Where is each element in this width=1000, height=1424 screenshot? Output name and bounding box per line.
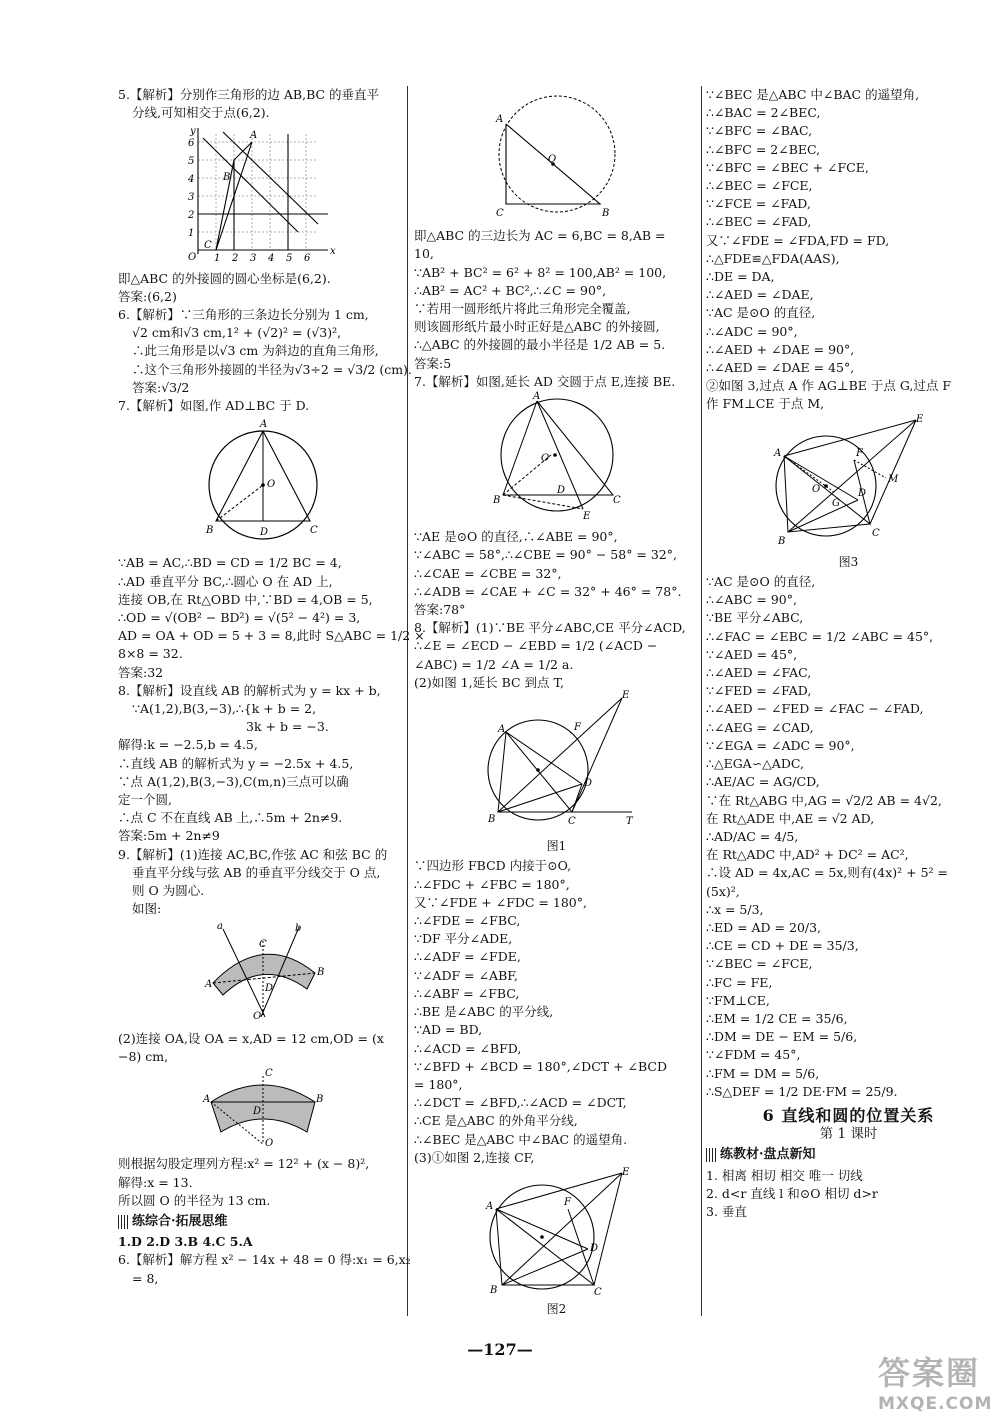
svg-text:C: C [310, 525, 318, 537]
text-line: ∴DM = DE − EM = 5/6, [706, 1029, 858, 1045]
svg-text:E: E [621, 690, 629, 702]
svg-text:6: 6 [188, 138, 195, 150]
svg-text:G: G [831, 497, 840, 509]
text-line: ∴AB² = AC² + BC²,∴∠C = 90°, [414, 282, 607, 298]
svg-text:B: B [777, 535, 785, 547]
watermark-text: 答案圈 [878, 1354, 981, 1392]
svg-text:E: E [582, 511, 590, 523]
text-line: ∴∠AED − ∠FED = ∠FAC − ∠FAD, [706, 701, 924, 717]
svg-text:B: B [317, 966, 325, 978]
text-line: ∴这个三角形外接圆的半径为√3÷2 = √3/2 (cm). [132, 361, 412, 377]
right-triangle-circle-figure [492, 88, 622, 225]
svg-text:B: B [223, 172, 231, 184]
text-line: ∴∠CAE = ∠CBE = 32°, [414, 565, 562, 581]
text-line: 则 O 为圆心. [132, 883, 205, 899]
text-line: ∴∠BFC = 2∠BEC, [706, 141, 821, 157]
text-line: ∴∠AEG = ∠CAD, [706, 719, 814, 735]
text-line: ∴x = 5/3, [706, 901, 764, 917]
text-line: 作 FM⊥CE 于点 M, [706, 396, 825, 412]
text-line: ∴∠FDC + ∠FBC = 180°, [414, 876, 570, 892]
svg-text:A: A [495, 114, 503, 125]
text-line: 6.【解析】∵三角形的三条边长分别为 1 cm, [118, 307, 369, 323]
text-line: ∵∠AED = 45°, [706, 646, 798, 662]
svg-text:B: B [316, 1094, 324, 1106]
svg-text:C: C [265, 1068, 273, 1080]
text-line: ∵∠ADF = ∠ABF, [414, 967, 518, 983]
text-line: 解得:x = 13. [118, 1174, 193, 1190]
svg-text:5: 5 [286, 253, 293, 265]
text-line: ∴∠ADB = ∠CAE + ∠C = 32° + 46° = 78°. [414, 583, 682, 599]
svg-text:O: O [811, 483, 820, 495]
text-line: ∴∠AED + ∠DAE = 90°, [706, 341, 855, 357]
text-line: ∵∠BFC = ∠BEC + ∠FCE, [706, 159, 869, 175]
text-line: ∴∠ADF = ∠FDE, [414, 949, 521, 965]
svg-text:3: 3 [188, 192, 195, 204]
text-line: 又∵∠FDE = ∠FDA,FD = FD, [706, 232, 890, 248]
text-line: ∴AD 垂直平分 BC,∴圆心 O 在 AD 上, [118, 573, 333, 589]
inscribed-triangle-figure [487, 393, 627, 526]
section-title: 6 直线和圆的位置关系 [762, 1105, 935, 1125]
text-line: 又∵∠FDE + ∠FDC = 180°, [414, 894, 587, 910]
text-line: 定一个圆, [118, 792, 172, 808]
text-line: ∴△EGA∽△ADC, [706, 756, 804, 772]
text-line: 8.【解析】设直线 AB 的解析式为 y = kx + b, [118, 682, 381, 698]
svg-text:C: C [612, 495, 621, 507]
text-line: ∴AE/AC = AG/CD, [706, 774, 820, 790]
figure-3-caption: 图3 [838, 554, 859, 569]
svg-text:O: O [265, 1138, 274, 1150]
text-line: 垂直平分线与弦 AB 的垂直平分线交于 O 点, [132, 864, 381, 880]
text-line: (3)①如图 2,连接 CF, [414, 1149, 535, 1165]
svg-text:D: D [583, 778, 592, 790]
svg-text:M: M [887, 473, 898, 485]
section-subtitle: 第 1 课时 [819, 1126, 878, 1143]
answer-line: 答案:5m + 2n≠9 [118, 828, 220, 844]
svg-text:6: 6 [304, 253, 311, 265]
text-line: ∵∠BFC = ∠BAC, [706, 123, 813, 139]
text-line: ∵FM⊥CE, [706, 992, 770, 1008]
svg-text:A: A [250, 130, 258, 142]
text-line: 10, [414, 246, 434, 262]
text-line: ∴设 AD = 4x,AC = 5x,则有(4x)² + 5² = [706, 865, 949, 881]
text-line: ∴OD = √(OB² − BD²) = √(5² − 4²) = 3, [118, 610, 361, 626]
text-line: 6.【解析】解方程 x² − 14x + 48 = 0 得:x₁ = 6,x₂ [118, 1252, 411, 1268]
svg-text:O: O [540, 453, 549, 465]
text-line: ∵∠FCE = ∠FAD, [706, 196, 811, 212]
text-line: ∵四边形 FBCD 内接于⊙O, [414, 858, 572, 874]
text-line: ∴△ABC 的外接圆的最小半径是 1/2 AB = 5. [414, 337, 666, 353]
answer-line: 答案:78° [414, 602, 466, 618]
text-line: 如图: [132, 901, 162, 917]
svg-text:2: 2 [232, 253, 239, 265]
figure-2 [482, 1166, 632, 1318]
svg-text:B: B [601, 208, 609, 219]
text-line: ∵AC 是⊙O 的直径, [706, 574, 816, 590]
svg-text:A: A [497, 724, 505, 736]
text-line: 连接 OB,在 Rt△OBD 中,∵BD = 4,OB = 5, [118, 591, 373, 607]
svg-text:B: B [492, 495, 500, 507]
text-line: ∵∠FDM = 45°, [706, 1047, 801, 1063]
text-line: ∵∠EGA = ∠ADC = 90°, [706, 737, 855, 753]
watermark-url: MXQE.COM [878, 1394, 993, 1414]
figure-3 [773, 413, 924, 571]
text-line: ∴BE 是∠ABC 的平分线, [414, 1004, 554, 1020]
text-line: ∵∠BEC 是△ABC 中∠BAC 的遥望角, [706, 87, 920, 102]
svg-text:3: 3 [250, 253, 257, 265]
text-line: 即△ABC 的外接圆的圆心坐标是(6,2). [118, 270, 331, 286]
answer-line: 2. d<r 直线 l 和⊙O 相切 d>r [706, 1185, 878, 1201]
svg-text:D: D [857, 487, 866, 499]
text-line: ∴∠BEC 是△ABC 中∠BAC 的遥望角. [414, 1131, 628, 1147]
text-line: ∴ED = AD = 20/3, [706, 919, 822, 935]
watermark-logo [878, 1348, 993, 1418]
arc-fragment-figure-1 [203, 921, 323, 1028]
svg-text:4: 4 [188, 174, 195, 186]
text-line: ∵点 A(1,2),B(3,−3),C(m,n)三点可以确 [118, 773, 349, 789]
answer-line: 答案:5 [414, 355, 452, 371]
svg-text:5: 5 [188, 156, 195, 168]
section-header [706, 1146, 991, 1164]
svg-text:A: A [203, 1094, 211, 1106]
section-header-marker [118, 1215, 128, 1229]
text-line: ∴∠BEC = ∠FCE, [706, 178, 813, 194]
text-line: ∴∠BEC = ∠FAD, [706, 214, 812, 230]
text-line: ∴∠FDE = ∠FBC, [414, 913, 521, 929]
text-line: = 8, [132, 1270, 159, 1286]
svg-text:D: D [260, 527, 269, 539]
svg-text:T: T [625, 816, 633, 828]
text-line: 则该圆形纸片最小时正好是△ABC 的外接圆, [414, 319, 660, 335]
svg-text:y: y [190, 126, 196, 138]
svg-text:A: A [205, 978, 213, 990]
svg-text:D: D [253, 1106, 262, 1118]
svg-text:D: D [589, 1242, 598, 1254]
text-line: ∴FM = DM = 5/6, [706, 1065, 820, 1081]
svg-text:1: 1 [214, 253, 221, 265]
text-line: ∴△FDE≌△FDA(AAS), [706, 250, 840, 266]
svg-text:A: A [773, 447, 781, 459]
answer-line: 答案:(6,2) [118, 288, 177, 304]
text-line: 7.【解析】如图,作 AD⊥BC 于 D. [118, 398, 310, 414]
text-line: ∴∠AED = ∠DAE, [706, 287, 814, 303]
text-line: √2 cm和√3 cm,1² + (√2)² = (√3)², [132, 325, 342, 341]
svg-text:b: b [295, 922, 302, 934]
text-line: ∴∠FAC = ∠EBC = 1/2 ∠ABC = 45°, [706, 628, 934, 644]
svg-text:O: O [547, 154, 556, 165]
text-line: ∵∠FED = ∠FAD, [706, 683, 812, 699]
svg-text:B: B [489, 1284, 497, 1296]
figure-1 [472, 690, 642, 855]
text-line: AD = OA + OD = 5 + 3 = 8,此时 S△ABC = 1/2 × [118, 628, 425, 644]
text-line: ∴CE 是△ABC 的外角平分线, [414, 1113, 578, 1129]
text-line: 分线,可知相交于点(6,2). [132, 105, 270, 121]
text-line: ∵若用一圆形纸片将此三角形完全覆盖, [414, 301, 631, 317]
text-line: ∵∠BEC = ∠FCE, [706, 956, 813, 972]
svg-text:C: C [204, 240, 212, 252]
section-header-label: 练教材·盘点新知 [720, 1147, 816, 1163]
circle-triangle-figure [198, 417, 328, 552]
svg-text:F: F [573, 722, 581, 734]
text-line: ∴∠AED = ∠FAC, [706, 665, 812, 681]
text-line: ∵AB = AC,∴BD = CD = 1/2 BC = 4, [118, 555, 342, 571]
answer-line: 答案:32 [118, 664, 164, 680]
text-line: ∴S△DEF = 1/2 DE·FM = 25/9. [706, 1083, 898, 1099]
text-line: ∠ABC) = 1/2 ∠A = 1/2 a. [414, 656, 574, 672]
svg-text:D: D [265, 982, 274, 994]
text-line: ∴∠ABF = ∠FBC, [414, 985, 520, 1001]
text-line: ∴DE = DA, [706, 269, 775, 285]
text-line: ∴AD/AC = 4/5, [706, 828, 799, 844]
text-line: 在 Rt△ADC 中,AD² + DC² = AC², [706, 847, 909, 863]
text-line: 5.【解析】分别作三角形的边 AB,BC 的垂直平 [118, 87, 380, 102]
text-line: 7.【解析】如图,延长 AD 交圆于点 E,连接 BE. [414, 373, 676, 389]
figure-1-caption: 图1 [546, 839, 567, 854]
text-line: ∴∠AED = ∠DAE = 45°, [706, 360, 855, 376]
text-line: 则根据勾股定理列方程:x² = 12² + (x − 8)², [118, 1156, 370, 1172]
text-line: 9.【解析】(1)连接 AC,BC,作弦 AC 和弦 BC 的 [118, 846, 388, 862]
text-line: 3k + b = −3. [246, 719, 329, 735]
svg-text:O: O [253, 1010, 262, 1022]
section-header-label: 练综合·拓展思维 [132, 1213, 228, 1229]
coordinate-grid-figure [178, 124, 348, 267]
text-line: −8) cm, [118, 1048, 169, 1064]
section-header-marker [706, 1148, 716, 1162]
text-line: ∴∠DCT = ∠BFD,∴∠ACD = ∠DCT, [414, 1095, 627, 1111]
svg-text:2: 2 [188, 210, 195, 222]
column-2 [414, 86, 699, 1320]
svg-text:1: 1 [188, 228, 195, 240]
text-line: ∵BE 平分∠ABC, [706, 610, 804, 626]
text-line: ∴FC = FE, [706, 974, 773, 990]
text-line: ②如图 3,过点 A 作 AG⊥BE 于点 G,过点 F [706, 378, 952, 394]
text-line: ∴EM = 1/2 CE = 35/6, [706, 1010, 848, 1026]
text-line: 即△ABC 的三边长为 AC = 6,BC = 8,AB = [414, 228, 666, 244]
text-line: 8.【解析】(1)∵BE 平分∠ABC,CE 平分∠ACD, [414, 620, 686, 636]
text-line: (2)如图 1,延长 BC 到点 T, [414, 674, 564, 690]
text-line: (2)连接 OA,设 OA = x,AD = 12 cm,OD = (x [118, 1030, 384, 1046]
text-line: ∴∠E = ∠ECD − ∠EBD = 1/2 (∠ACD − [414, 638, 658, 654]
text-line: ∴∠ACD = ∠BFD, [414, 1040, 522, 1056]
svg-text:F: F [855, 447, 863, 459]
column-3 [706, 86, 991, 1221]
text-line: ∵在 Rt△ABG 中,AG = √2/2 AB = 4√2, [706, 792, 942, 808]
svg-text:E: E [915, 413, 923, 425]
svg-text:F: F [563, 1196, 571, 1208]
svg-text:C: C [593, 1286, 602, 1298]
section-header [118, 1213, 408, 1231]
svg-text:E: E [621, 1166, 629, 1178]
svg-text:O: O [188, 252, 197, 264]
text-line: ∵AC 是⊙O 的直径, [706, 305, 816, 321]
text-line: ∴CE = CD + DE = 35/3, [706, 938, 859, 954]
text-line: 在 Rt△ADE 中,AE = √2 AD, [706, 810, 875, 826]
text-line: ∴∠ABC = 90°, [706, 592, 797, 608]
text-line: ∵DF 平分∠ADE, [414, 931, 513, 947]
svg-text:C: C [495, 208, 504, 219]
svg-text:C: C [871, 527, 880, 539]
text-line: ∴点 C 不在直线 AB 上,∴5m + 2n≠9. [118, 810, 343, 826]
answer-line: 1. 相离 相切 相交 唯一 切线 [706, 1167, 863, 1183]
svg-text:C: C [567, 816, 576, 828]
text-line: ∴直线 AB 的解析式为 y = −2.5x + 4.5, [118, 755, 354, 771]
svg-text:B: B [487, 814, 495, 826]
svg-text:A: A [260, 419, 268, 431]
svg-text:4: 4 [268, 253, 275, 265]
svg-text:D: D [556, 485, 565, 497]
answer-line: 3. 垂直 [706, 1203, 747, 1219]
text-line: ∵AB² + BC² = 6² + 8² = 100,AB² = 100, [414, 264, 667, 280]
svg-text:A: A [532, 391, 540, 403]
page-number: —127— [467, 1340, 533, 1359]
text-line: ∵A(1,2),B(3,−3),∴{k + b = 2, [132, 701, 317, 717]
answer-line: 答案:√3/2 [132, 379, 190, 395]
answer-row: 1.D 2.D 3.B 4.C 5.A [118, 1234, 253, 1250]
column-divider-2 [701, 86, 702, 1316]
text-line: 解得:k = −2.5,b = 4.5, [118, 737, 258, 753]
text-line: ∴此三角形是以√3 cm 为斜边的直角三角形, [132, 343, 379, 359]
text-line: 8×8 = 32. [118, 646, 183, 662]
svg-text:x: x [330, 246, 336, 258]
text-line: = 180°, [414, 1076, 463, 1092]
svg-text:B: B [206, 525, 214, 537]
svg-text:a: a [217, 920, 223, 932]
text-line: ∵∠BFD + ∠BCD = 180°,∠DCT + ∠BCD [414, 1058, 668, 1074]
text-line: (5x)², [706, 883, 740, 899]
text-line: ∴∠ADC = 90°, [706, 323, 798, 339]
text-line: ∵AE 是⊙O 的直径,∴∠ABE = 90°, [414, 529, 618, 545]
text-line: 所以圆 O 的半径为 13 cm. [118, 1192, 271, 1208]
figure-2-caption: 图2 [546, 1302, 567, 1317]
svg-text:C: C [259, 938, 267, 950]
text-line: ∵AD = BD, [414, 1022, 483, 1038]
svg-text:A: A [485, 1200, 493, 1212]
svg-text:O: O [267, 479, 276, 491]
text-line: ∵∠ABC = 58°,∴∠CBE = 90° − 58° = 32°, [414, 547, 677, 563]
arc-fragment-figure-2 [203, 1068, 323, 1153]
text-line: ∴∠BAC = 2∠BEC, [706, 105, 821, 121]
